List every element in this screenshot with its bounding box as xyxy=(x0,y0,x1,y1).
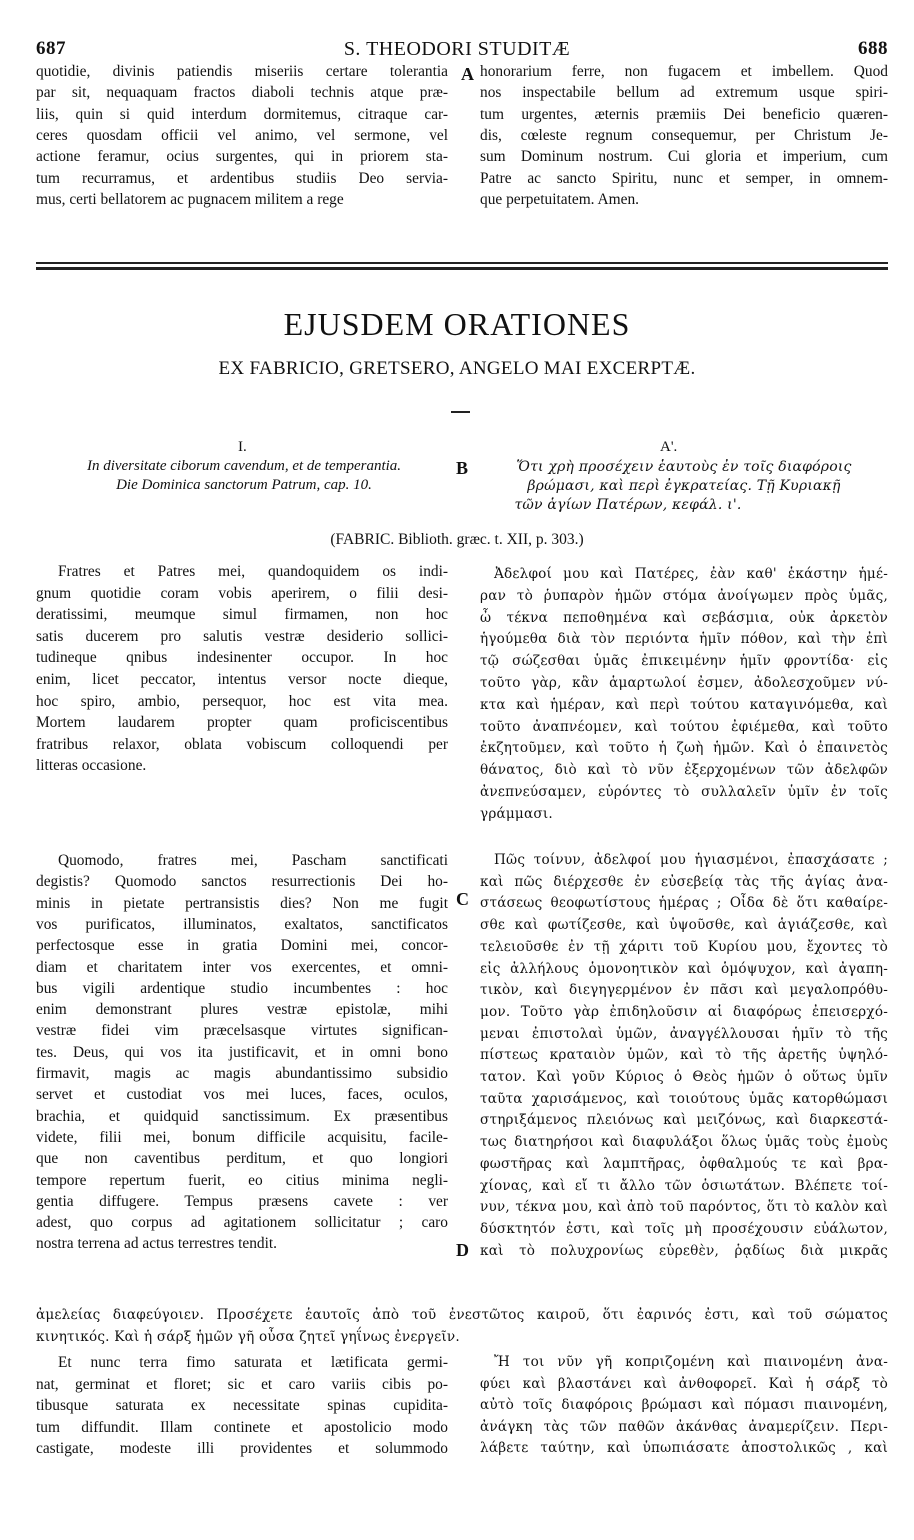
text-line: tes. Deus, qui vos ita justificavit, et in omni bono xyxy=(36,1043,448,1061)
text-line: nostra terrena ad actus terrestres tendit. xyxy=(36,1235,278,1253)
text-line: tudineque qnibus indesinenter occupor. In hoc xyxy=(36,649,448,667)
text-line: τοῦτο ἀναπνέομεν, καὶ τούτου ἐφιέμεθα, καὶ τοῦτο xyxy=(480,718,888,735)
page-number-left: 687 xyxy=(36,38,66,59)
text-line: fratribus relaxor, oblata vobiscum colloquendi per xyxy=(36,735,448,753)
section-rule-top xyxy=(36,262,888,264)
text-line: degistis? Quomodo sanctos resurrectionis Dei ho- xyxy=(36,873,448,891)
text-line: actione feramur, ocius surgentes, qui in priorem sta- xyxy=(36,148,448,166)
text-line: ὦ τέκνα πεποθημένα καὶ σεβάσμια, οὐκ ἀρκετὸν xyxy=(480,609,888,626)
text-line: Et nunc terra fimo saturata et lætificata germi- xyxy=(58,1354,448,1371)
text-line: que non caventibus perditum, et quo longiori xyxy=(36,1150,448,1168)
margin-letter-c: C xyxy=(456,889,469,909)
greek-heading-line-3: τῶν ἁγίων Πατέρων, κεφάλ. ι'. xyxy=(514,497,742,513)
short-divider xyxy=(451,411,470,413)
text-line: καὶ τὸ πολυχρονίως εὑρεθὲν, ῥᾳδίως διὰ μικρᾶς xyxy=(480,1242,888,1259)
text-line: castigate, modeste illi providentes et solummodo xyxy=(36,1440,448,1457)
text-line: ἀμελείας διαφεύγοιεν. Προσέχετε ἑαυτοῖς ἀπὸ τοῦ ἐνεστῶτος καιροῦ, ὅτι ἐαρινός ἐστι, καὶ τοῦ σώματος xyxy=(36,1307,888,1323)
text-line: Mortem laudarem propter quam proficiscentibus xyxy=(36,714,448,732)
text-line: Quomodo, fratres mei, Pascham sanctificati xyxy=(58,852,448,869)
text-line: satis ducerem pro salutis vestræ desiderio sollici- xyxy=(36,627,448,645)
text-line: dis, cœleste regnum consequemur, per Christum Je- xyxy=(480,126,888,144)
text-line: καὶ πῶς διέρχεσθε ἐν εὐσεβείᾳ τὰς τῆς ἁγίας ἀνα- xyxy=(480,873,888,890)
text-line: πίστεως κραταιὸν ὑμῶν, καὶ τὸ τῆς ἀρετῆς ὑψηλό- xyxy=(480,1047,888,1064)
text-line: tum diffundit. Illam continete et apostolicio modo xyxy=(36,1418,448,1436)
text-line: αὐτὸ τοῖς διαφόροις βρώμασι καὶ πόμασι πιαινομένη, xyxy=(480,1397,888,1413)
text-line: vestræ fidei vim præcelsasque virtutes significan- xyxy=(36,1022,448,1040)
text-line: litteras occasione. xyxy=(36,757,147,775)
text-line: tum recurramus, et ardentibus studiis Deo servia- xyxy=(36,169,448,187)
greek-oration-number: Α'. xyxy=(660,439,678,455)
margin-letter-b: B xyxy=(456,458,469,478)
text-line: gnum quotidie coram vobis aperirem, o filii desi- xyxy=(36,584,448,602)
text-line: δύσκτητόν ἐστι, καὶ τοῖς μὴ προσέχουσιν εὐάλωτον, xyxy=(480,1220,888,1237)
text-line: τατον. Καὶ γοῦν Κύριος ὁ Θεὸς ἡμῶν ὁ οὕτως ὑμῖν xyxy=(480,1069,888,1085)
text-line: liis, quin si quid interdum dormitemus, citraque car- xyxy=(36,105,448,123)
section-title: EJUSDEM ORATIONES xyxy=(283,306,631,342)
text-line: hoc spiro, ambio, persequor, hoc est vita mea. xyxy=(36,692,448,710)
text-line: vos purificatos, illuminatos, exaltatos, sanctificatos xyxy=(36,915,448,933)
text-line: τελειοῦσθε ἐν τῇ χάριτι τοῦ Κυρίου μου, ἔχοντες τὸ xyxy=(480,938,888,955)
text-line: firmavit, magis ac magis abundantissimo subsidio xyxy=(36,1065,448,1082)
text-line: Πῶς τοίνυν, ἀδελφοί μου ἡγιασμένοι, ἐπασχάσατε ; xyxy=(494,852,888,868)
text-line: τικὸν, καὶ διεγηγερμένον ἐν πᾶσι καὶ μεγαλοπρόθυ- xyxy=(480,982,888,999)
latin-heading-line-2: Die Dominica sanctorum Patrum, cap. 10. xyxy=(116,477,372,493)
text-line: honorarium ferre, non fugacem et imbellem. Quod xyxy=(480,63,888,80)
text-line: ἀνεπνεύσαμεν, εὑρόντες τὸ συλλαλεῖν ὑμῖν ἐν τοῖς xyxy=(480,784,888,800)
text-line: tempore repertum fuerit, eo citius minima negli- xyxy=(36,1171,448,1189)
text-line: perfectosque esse in gratia Domini mei, concor- xyxy=(36,937,448,955)
text-line: Fratres et Patres mei, quandoquidem os indi- xyxy=(58,563,448,580)
text-line: que perpetuitatem. Amen. xyxy=(480,190,639,208)
text-line: μον. Τοῦτο γὰρ ἐπιδηλοῦσιν αἱ διαφόρως ἐπεισερχό- xyxy=(480,1003,888,1020)
text-line: sum Dominum nostrum. Cui gloria et imperium, cum xyxy=(480,148,888,166)
text-line: χίονας, καὶ εἴ τι ἄλλο τῶν ὁσιωτάτων. Βλέπετε τοί- xyxy=(480,1177,888,1194)
text-line: adest, quo corpus ad agitationem sollicitatur ; caro xyxy=(36,1214,448,1232)
text-line: gentia diffugere. Tempus præsens cavete : ver xyxy=(36,1192,448,1210)
text-line: servet et custodiat vos mei luces, faces, oculos, xyxy=(36,1086,448,1104)
text-line: minis in pietate pertransistis dies? Non me fugit xyxy=(36,894,448,912)
text-line: σθε καὶ φωτίζεσθε, καὶ ὑψοῦσθε, καὶ ἁγιάζεσθε, καὶ xyxy=(480,917,888,934)
text-line: ταῦτα χαρισάμενος, καὶ τοιούτους ὑμᾶς κατορθώμασι xyxy=(480,1090,888,1107)
text-line: quotidie, divinis patiendis miseriis certare tolerantia xyxy=(36,63,448,80)
text-line: τως διατηρήσοι καὶ διαφυλάξοι ὅλως ὑμᾶς τοὺς ἐμοὺς xyxy=(480,1134,888,1151)
section-subtitle: EX FABRICIO, GRETSERO, ANGELO MAI EXCERPTÆ. xyxy=(218,358,696,379)
text-line: ἀνάγκη τὰς τῶν παθῶν ἀκάνθας ἀναμερίζειν. Περι- xyxy=(480,1418,888,1435)
text-line: θάνατος, διὸ καὶ τὸ νῦν ἐξερχομένων τῶν ἀδελφῶν xyxy=(480,762,888,779)
margin-letter-a: A xyxy=(461,64,474,84)
greek-heading-line-2: βρώμασι, καὶ περὶ ἐγκρατείας. Τῇ Κυριακῇ xyxy=(527,478,841,494)
text-line: κινητικός. Καὶ ἡ σάρξ ἡμῶν γῆ οὖσα ζητεῖ γηΐνως ἐνεργεῖν. xyxy=(36,1328,460,1345)
text-line: ceres quosdam officii vel animo, vel sermone, vel xyxy=(36,126,448,144)
text-line: λάβετε ταύτην, καὶ ὑπωπιάσατε ἀποστολικῶς , καὶ xyxy=(480,1440,888,1456)
text-line: par sit, nequaquam fractos diaboli technis atque præ- xyxy=(36,84,448,102)
greek-heading-line-1: Ὅτι χρὴ προσέχειν ἑαυτοὺς ἐν τοῖς διαφόροις xyxy=(516,459,852,475)
text-line: στηριξάμενος πλειόνως καὶ μειζόνως, καὶ διαρκεστά- xyxy=(480,1112,888,1129)
section-rule-bottom xyxy=(36,267,888,270)
page-number-right: 688 xyxy=(858,38,888,59)
text-line: mus, certi bellatorem ac pugnacem militem a rege xyxy=(36,190,344,208)
text-line: Ἀδελφοί μου καὶ Πατέρες, ἐὰν καθ' ἑκάστην ἡμέ- xyxy=(494,566,888,582)
text-line: nat, germinat et floret; sic et caro variis cibis po- xyxy=(36,1375,448,1393)
text-line: enim demonstrant plures vestræ epistolæ, mihi xyxy=(36,1001,448,1019)
text-line: tibusque saturata ex necessitate spinas cupidita- xyxy=(36,1397,448,1414)
text-line: diam et charitatem inter vos exercentes, et omni- xyxy=(36,958,448,976)
text-line: Ἤ τοι νῦν γῆ κοπριζομένη καὶ πιαινομένη ἀνα- xyxy=(494,1354,888,1370)
text-line: γράμμασι. xyxy=(480,805,553,822)
text-line: bus vigili ardentique studio incumbentes : hoc xyxy=(36,979,448,997)
text-line: φύει καὶ βλαστάνει καὶ ἀνθοφορεῖ. Καὶ ἡ σάρξ τὸ xyxy=(480,1375,888,1392)
text-line: νυν, τέκνα μου, καὶ ἀπὸ τοῦ παρόντος, ὅτι τὸ καλὸν καὶ xyxy=(480,1199,888,1216)
source-citation: (FABRIC. Biblioth. græc. t. XII, p. 303.) xyxy=(330,531,584,548)
text-line: tum urgentes, æternis præmiis Dei beneficio quæren- xyxy=(480,105,888,123)
text-line: εἰς ἀλλήλους ὁμονοητικὸν καὶ ὁμόψυχον, καὶ ἀγαπη- xyxy=(480,960,888,977)
text-line: ἡγούμεθα διὰ τὸν περιόντα ἡμῖν πόθον, καὶ τὴν ἐπὶ xyxy=(480,631,888,648)
text-line: στάσεως θεοφωτίστους ἡμέρας ; Οἶδα δὲ ὅτι καθαίρε- xyxy=(480,895,888,912)
text-line: brachia, et quidquid sanctissimum. Ex præsentibus xyxy=(36,1107,448,1125)
text-line: Patre ac sancto Spiritu, nunc et semper, in omnem- xyxy=(480,169,888,187)
text-line: ἐκζητοῦμεν, καὶ τοῦτο ἡ ζωὴ ἡμῶν. Καὶ ὁ ἐπαινετὸς xyxy=(480,740,888,757)
text-line: ραν τὸ ῥυπαρὸν ἡμῶν στόμα ἀνοίγωμεν πρὸς ὑμᾶς, xyxy=(480,587,888,604)
margin-letter-d: D xyxy=(456,1240,469,1260)
running-title: S. THEODORI STUDITÆ xyxy=(343,38,571,60)
text-line: μεναι ἐπιστολαὶ ὑμῶν, ἀναγγέλλουσαι ἡμῖν τὸ τῆς xyxy=(480,1025,888,1042)
text-line: φωστῆρας καὶ λαμπτῆρας, ὀφθαλμούς τε καὶ βρα- xyxy=(480,1155,888,1172)
text-line: deratissimi, meumque simul firmamen, non hoc xyxy=(36,606,448,624)
text-line: τῷ σώζεσθαι ὑμᾶς ἐπικειμένην ἡμῖν φροντίδα· εἰς xyxy=(480,653,888,670)
text-line: κτα καὶ ἡμέραν, καὶ περὶ τούτου καταγινόμεθα, καὶ xyxy=(480,696,888,713)
latin-heading-line-1: In diversitate ciborum cavendum, et de temperantia. xyxy=(86,458,402,474)
text-line: enim, licet peccator, intentus versor nocte dieque, xyxy=(36,671,448,688)
latin-oration-number: I. xyxy=(238,439,247,455)
text-line: videte, filii mei, bonum difficile acquisitu, facile- xyxy=(36,1128,448,1146)
text-line: nos inspectabile bellum ad extremum usque spiri- xyxy=(480,84,888,102)
text-line: τοῦτο γὰρ, κἂν ἁμαρτωλοί ἐσμεν, ἀδολεσχοῦμεν νύ- xyxy=(480,675,888,691)
